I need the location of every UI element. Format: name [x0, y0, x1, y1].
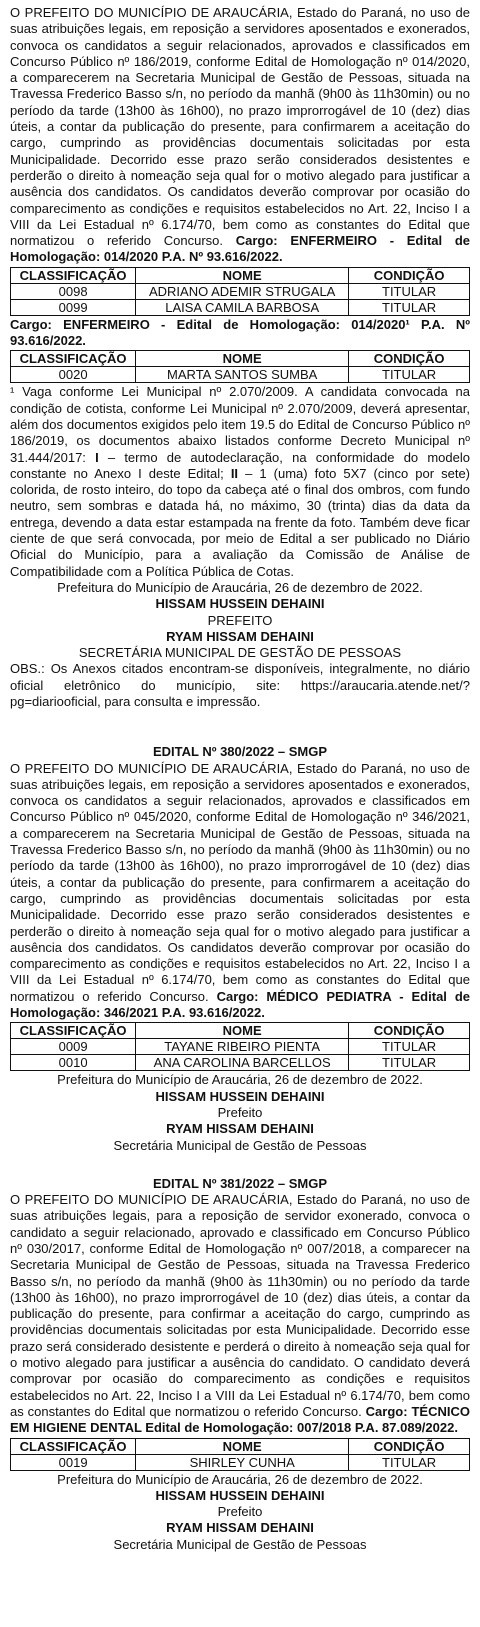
edital-body: O PREFEITO DO MUNICÍPIO DE ARAUCÁRIA, Estado do Paraná, no uso de suas atribuições legais, em reposição a servidores aposentados e exonerados, convoca os candidatos a seguir relacionados, aprovados e classificados em Concurso Público nº 186/2019, conforme Edital de Homologação nº 014/2020, a comparecerem na Secretaria Municipal de Gestão de Pessoas, situada na Travessa Frederico Basso s/n, no período da manhã (9h00 às 11h30min) ou no período da tarde (13h00 às 16h00), no prazo improrrogável de 10 (dez) dias úteis, a contar da publicação do presente, para confirmarem a aceitação do cargo, cumprindo as providências documentais solicitadas por esta Municipalidade. Decorrido esse prazo serão considerados desistentes e perderão o direito à nomeação seja qual for o motivo alegado para justificar a ausência dos candidatos. Os candidatos deverão comprovar por ocasião do comparecimento as condições e requisitos estabelecidos no Art. 22, Inciso I a VIII da Lei Estadual nº 6.174/70, bem como as constantes do Edital que normatizou o referido Concurso. Cargo: ENFERMEIRO - Edital de Homologação: 014/2020 P.A. Nº 93.616/2022.	[10, 5, 471, 265]
col-classificacao: CLASSIFICAÇÃO	[11, 267, 136, 283]
edital-body: O PREFEITO DO MUNICÍPIO DE ARAUCÁRIA, Estado do Paraná, no uso de suas atribuições legais, em reposição a servidores aposentados e exonerados, convoca os candidatos a seguir relacionados, aprovados e classificados em Concurso Público nº 045/2020, conforme Edital de Homologação nº 346/2021, a comparecerem na Secretaria Municipal de Gestão de Pessoas, situada na Travessa Frederico Basso s/n, no período da manhã (9h00 às 11h30min) ou no período da tarde (13h00 às 16h00), no prazo improrrogável de 10 (dez) dias úteis, a contar da publicação do presente, para confirmarem a aceitação do cargo, cumprindo as providências documentais solicitadas por esta Municipalidade. Decorrido esse prazo serão considerados desistentes e perderão o direito à nomeação seja qual for o motivo alegado para justificar a ausência dos candidatos. Os candidatos deverão comprovar por ocasião do comparecimento as condições e requisitos estabelecidos no Art. 22, Inciso I a VIII da Lei Estadual nº 6.174/70, bem como as constantes do Edital que normatizou o referido Concurso. Cargo: MÉDICO PEDIATRA - Edital de Homologação: 346/2021 P.A. 93.616/2022.	[10, 760, 471, 1021]
col-condicao: CONDIÇÃO	[349, 267, 470, 283]
signature-block	[10, 580, 470, 661]
col-classificacao: CLASSIFICAÇÃO	[11, 1023, 136, 1039]
cell-nome: SHIRLEY CUNHA	[136, 1454, 349, 1470]
table-header-row	[11, 267, 470, 283]
col-condicao: CONDIÇÃO	[349, 1438, 470, 1454]
signer-name: HISSAM HUSSEIN DEHAINI	[155, 1088, 325, 1104]
signer-name: HISSAM HUSSEIN DEHAINI	[155, 1487, 325, 1503]
cargo-line: Cargo: ENFERMEIRO - Edital de Homologação: 014/2020¹ P.A. Nº 93.616/2022.	[10, 316, 470, 349]
cell-nome: ANA CAROLINA BARCELLOS	[136, 1055, 349, 1071]
cell-classificacao: 0010	[11, 1055, 136, 1071]
signer-name: RYAM HISSAM DEHAINI	[166, 628, 314, 644]
section-gap	[10, 1154, 470, 1174]
col-nome: NOME	[136, 1023, 349, 1039]
signer-role: Secretária Municipal de Gestão de Pessoas	[113, 1536, 367, 1552]
place-date: Prefeitura do Município de Araucária, 26 de dezembro de 2022.	[57, 579, 423, 595]
cargo-line: Cargo: MÉDICO PEDIATRA - Edital de Homologação: 346/2021 P.A. 93.616/2022.	[10, 988, 471, 1021]
cell-condicao: TITULAR	[349, 367, 470, 383]
cell-nome: MARTA SANTOS SUMBA	[136, 367, 349, 383]
cell-nome: LAISA CAMILA BARBOSA	[136, 299, 349, 315]
candidates-table	[10, 1022, 470, 1071]
col-classificacao: CLASSIFICAÇÃO	[11, 1438, 136, 1454]
footnote: ¹ Vaga conforme Lei Municipal nº 2.070/2009. A candidata convocada na condição de cotista, conforme Lei Municipal nº 2.070/2009, deverá apresentar, além dos documentos exigidos pelo item 19.5 do Edital de Concurso Público nº 186/2019, os documentos abaixo listados conforme Decreto Municipal nº 31.444/2017: I – termo de autodeclaração, na conformidade do modelo constante no Anexo I deste Edital; II – 1 (uma) foto 5X7 (cinco por sete) colorida, de rosto inteiro, do topo da cabeça até o final dos ombros, com fundo neutro, sem sombras e datada há, no máximo, 30 (trinta) dias da data da entrega, devendo a data estar estampada na frente da foto. Também deve ficar ciente de que será convocada, por meio de Edital a ser publicado no Diário Oficial do Município, para a avaliação da Comissão de Análise de Compatibilidade com a Política Pública de Cotas.	[10, 384, 471, 579]
signer-role: Prefeito	[217, 1104, 263, 1120]
table-header-row	[11, 1023, 470, 1039]
signer-role: Prefeito	[217, 1504, 263, 1520]
table-row	[11, 367, 470, 383]
cell-nome: TAYANE RIBEIRO PIENTA	[136, 1039, 349, 1055]
col-classificacao: CLASSIFICAÇÃO	[11, 351, 136, 367]
col-nome: NOME	[136, 267, 349, 283]
cell-condicao: TITULAR	[349, 299, 470, 315]
cell-classificacao: 0009	[11, 1039, 136, 1055]
col-condicao: CONDIÇÃO	[349, 351, 470, 367]
table-header-row	[11, 351, 470, 367]
table-row	[11, 1055, 470, 1071]
cell-classificacao: 0019	[11, 1454, 136, 1470]
table-row	[11, 283, 470, 299]
candidates-table	[10, 350, 470, 383]
col-nome: NOME	[136, 351, 349, 367]
cargo-line: Cargo: TÉCNICO EM HIGIENE DENTAL Edital de Homologação: 007/2018 P.A. 87.089/2022.	[10, 1403, 470, 1436]
cell-classificacao: 0098	[11, 283, 136, 299]
edital-body: O PREFEITO DO MUNICÍPIO DE ARAUCÁRIA, Estado do Paraná, no uso de suas atribuições legais, para a reposição de servidor exonerado, convoca o candidato a seguir relacionado, aprovado e classificado em Concurso Público nº 030/2017, conforme Edital de Homologação nº 007/2018, a comparecer na Secretaria Municipal de Gestão de Pessoas, situada na Travessa Frederico Basso s/n, no período da manhã (9h00 às 11h30min) ou no período da tarde (13h00 às 16h00), no prazo improrrogável de 10 (dez) dias úteis, a contar da publicação do presente, para confirmar a aceitação do cargo, cumprindo as providências documentais solicitadas por esta Municipalidade. Decorrido esse prazo será considerado desistente e perderá o direito à nomeação seja qual for o motivo alegado para justificar a ausência do candidato. O candidato deverá comprovar por ocasião do comparecimento as condições e requisitos estabelecidos no Art. 22, Inciso I a VIII da Lei Estadual nº 6.174/70, bem como as constantes do Edital que normatizou o referido Concurso. Cargo: TÉCNICO EM HIGIENE DENTAL Edital de Homologação: 007/2018 P.A. 87.089/2022.	[10, 1192, 470, 1436]
place-date: Prefeitura do Município de Araucária, 26 de dezembro de 2022.	[57, 1072, 423, 1088]
section-gap	[10, 710, 470, 742]
table-header-row	[11, 1438, 470, 1454]
signer-role: SECRETÁRIA MUNICIPAL DE GESTÃO DE PESSOAS	[78, 645, 402, 661]
table-row	[11, 299, 470, 315]
cell-classificacao: 0020	[11, 367, 136, 383]
col-condicao: CONDIÇÃO	[349, 1023, 470, 1039]
candidates-table	[10, 1438, 470, 1471]
signer-name: RYAM HISSAM DEHAINI	[166, 1121, 314, 1137]
signature-block	[10, 1472, 470, 1553]
signature-block	[10, 1072, 470, 1153]
edital-title: EDITAL Nº 381/2022 – SMGP	[152, 1175, 328, 1191]
cell-condicao: TITULAR	[349, 1055, 470, 1071]
cell-condicao: TITULAR	[349, 283, 470, 299]
candidates-table	[10, 267, 470, 316]
edital-title: EDITAL Nº 380/2022 – SMGP	[152, 744, 328, 760]
cell-nome: ADRIANO ADEMIR STRUGALA	[136, 283, 349, 299]
signer-name: RYAM HISSAM DEHAINI	[166, 1520, 314, 1536]
signer-role: PREFEITO	[207, 612, 273, 628]
cell-condicao: TITULAR	[349, 1454, 470, 1470]
cell-condicao: TITULAR	[349, 1039, 470, 1055]
cell-classificacao: 0099	[11, 299, 136, 315]
signer-role: Secretária Municipal de Gestão de Pessoas	[113, 1137, 367, 1153]
cargo-line: Cargo: ENFERMEIRO - Edital de Homologação: 014/2020 P.A. Nº 93.616/2022.	[10, 233, 471, 265]
table-row	[11, 1039, 470, 1055]
col-nome: NOME	[136, 1438, 349, 1454]
table-row	[11, 1454, 470, 1470]
place-date: Prefeitura do Município de Araucária, 26 de dezembro de 2022.	[57, 1471, 423, 1487]
signer-name: HISSAM HUSSEIN DEHAINI	[155, 596, 325, 612]
obs-note: OBS.: Os Anexos citados encontram-se disponíveis, integralmente, no diário oficial eletrônico do município, site: https://araucaria.atende.net/?pg=diariooficial, para consulta e impressão.	[10, 661, 470, 709]
